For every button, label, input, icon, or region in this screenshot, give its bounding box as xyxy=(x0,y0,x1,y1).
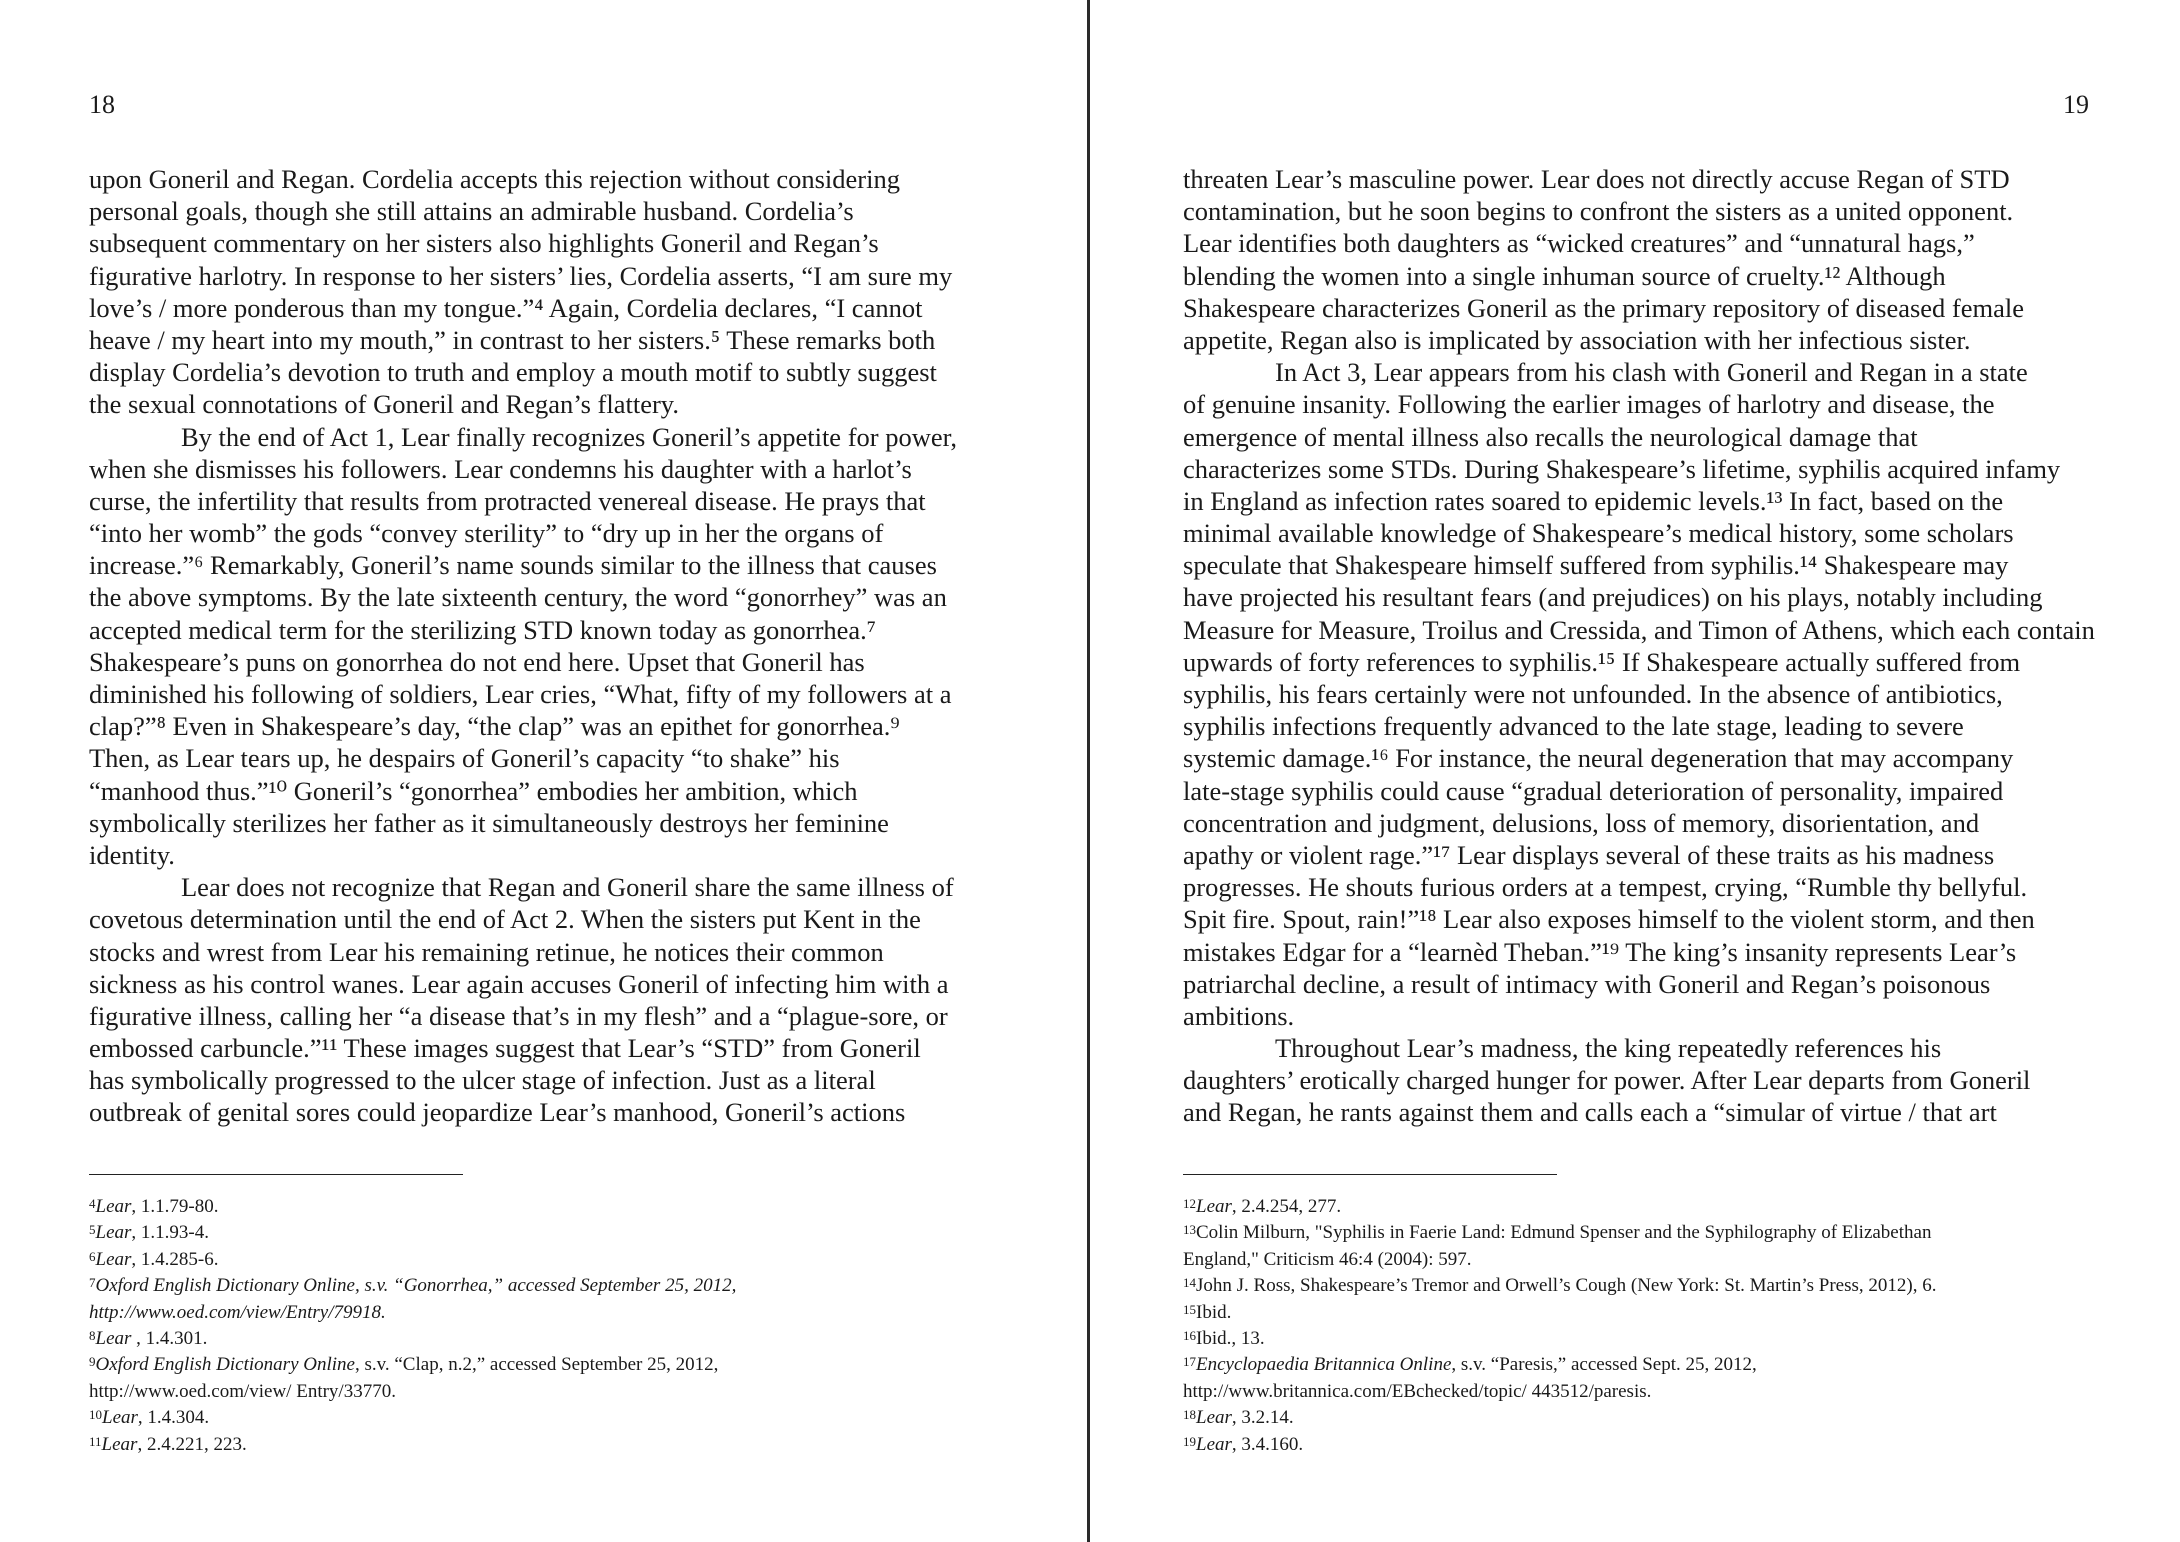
text-line: covetous determination until the end of Act 2. When the sisters put Kent in the xyxy=(89,904,921,935)
footnote-text: , 1.1.93-4. xyxy=(131,1222,209,1244)
text-line: Measure for Measure, Troilus and Cressida, and Timon of Athens, which each contain xyxy=(1183,614,2095,645)
footnote xyxy=(1183,1376,2163,1402)
footnote-text: http://www.oed.com/view/ Entry/33770. xyxy=(89,1380,396,1402)
right-page xyxy=(1090,0,2180,1542)
body-text xyxy=(1183,163,2180,1129)
footnote-italic-text: Lear xyxy=(1196,1196,1232,1217)
text-line: upwards of forty references to syphilis.¹⁵ If Shakespeare actually suffered from xyxy=(1183,646,2021,677)
footnote xyxy=(1183,1297,2163,1323)
footnote-number: 10 xyxy=(89,1407,102,1423)
text-line: increase.”⁶ Remarkably, Goneril’s name sounds similar to the illness that causes xyxy=(89,550,937,581)
text-line: outbreak of genital sores could jeopardize Lear’s manhood, Goneril’s actions xyxy=(89,1097,906,1128)
text-line: emergence of mental illness also recalls the neurological damage that xyxy=(1183,421,1918,452)
footnote-rule xyxy=(89,1174,463,1175)
text-line: personal goals, though she still attains an admirable husband. Cordelia’s xyxy=(89,196,854,227)
text-line: late-stage syphilis could cause “gradual deterioration of personality, impaired xyxy=(1183,775,2004,806)
text-line: clap?”⁸ Even in Shakespeare’s day, “the clap” was an epithet for gonorrhea.⁹ xyxy=(89,711,900,742)
text-line: subsequent commentary on her sisters also highlights Goneril and Regan’s xyxy=(89,228,879,259)
text-line: “into her womb” the gods “convey sterility” to “dry up in her the organs of xyxy=(89,518,884,549)
text-line: display Cordelia’s devotion to truth and employ a mouth motif to subtly suggest xyxy=(89,357,937,388)
footnote xyxy=(1183,1349,2163,1375)
footnote-number: 11 xyxy=(89,1433,102,1449)
text-line: love’s / more ponderous than my tongue.”⁴ Again, Cordelia declares, “I cannot xyxy=(89,292,923,323)
text-line: patriarchal decline, a result of intimacy with Goneril and Regan’s poisonous xyxy=(1183,968,1991,999)
text-line: characterizes some STDs. During Shakespeare’s lifetime, syphilis acquired infamy xyxy=(1183,453,2061,484)
footnote-text: Ibid. xyxy=(1196,1301,1232,1323)
text-line: the above symptoms. By the late sixteenth century, the word “gonorrhey” was an xyxy=(89,582,947,613)
footnote xyxy=(1183,1270,2163,1296)
footnote-number: 4 xyxy=(89,1196,96,1211)
footnote-italic-text: Lear xyxy=(95,1248,132,1270)
text-line: By the end of Act 1, Lear finally recognizes Goneril’s appetite for power, xyxy=(181,421,958,452)
text-line: daughters’ erotically charged hunger for power. After Lear departs from Goneril xyxy=(1183,1065,2031,1096)
footnote xyxy=(89,1402,1069,1428)
footnote-rule xyxy=(1183,1174,1557,1175)
footnote-text: , 3.4.160. xyxy=(1231,1433,1304,1455)
text-line: diminished his following of soldiers, Lear cries, “What, fifty of my followers at a xyxy=(89,679,952,709)
left-page xyxy=(0,0,1087,1542)
footnote-text: , 2.4.254, 277. xyxy=(1231,1196,1342,1217)
text-line: identity. xyxy=(89,839,175,870)
text-line: figurative illness, calling her “a disease that’s in my flesh” and a “plague-sore, or xyxy=(89,1000,948,1031)
footnote xyxy=(1183,1402,2163,1428)
page-number: 18 xyxy=(89,90,115,119)
footnote xyxy=(1183,1191,2163,1217)
footnotes xyxy=(1183,1191,2163,1455)
page-number: 19 xyxy=(2063,90,2089,119)
text-line: have projected his resultant fears (and prejudices) on his plays, notably including xyxy=(1183,582,2043,613)
footnote xyxy=(89,1244,1069,1270)
text-line: contamination, but he soon begins to confront the sisters as a united opponent. xyxy=(1183,196,2014,227)
text-line: Then, as Lear tears up, he despairs of Goneril’s capacity “to shake” his xyxy=(89,743,840,774)
text-line: Spit fire. Spout, rain!”¹⁸ Lear also exposes himself to the violent storm, and then xyxy=(1183,904,2035,935)
footnote-italic-text: Lear xyxy=(1196,1407,1232,1429)
footnote-text: , 1.4.301. xyxy=(131,1327,208,1349)
text-line: progresses. He shouts furious orders at a tempest, crying, “Rumble thy bellyful. xyxy=(1183,872,2028,903)
text-line: symbolically sterilizes her father as it simultaneously destroys her feminine xyxy=(89,807,889,838)
footnote-text: , 1.1.79-80. xyxy=(131,1196,219,1217)
footnote xyxy=(89,1323,1069,1349)
text-line: curse, the infertility that results from protracted venereal disease. He prays that xyxy=(89,485,926,516)
text-line: heave / my heart into my mouth,” in contrast to her sisters.⁵ These remarks both xyxy=(89,324,936,355)
text-line: of genuine insanity. Following the earlier images of harlotry and disease, the xyxy=(1183,389,1995,420)
footnote-number: 16 xyxy=(1183,1327,1196,1343)
footnote-italic-text: Lear xyxy=(95,1222,132,1244)
footnote-text: Ibid., 13. xyxy=(1196,1327,1265,1349)
footnote-italic-text: Oxford English Dictionary Online xyxy=(95,1354,355,1376)
text-line: apathy or violent rage.”¹⁷ Lear displays several of these traits as his madness xyxy=(1183,839,1995,870)
footnote-text: , 1.4.304. xyxy=(137,1407,210,1429)
text-line: sickness as his control wanes. Lear again accuses Goneril of infecting him with a xyxy=(89,968,949,999)
text-line: the sexual connotations of Goneril and Regan’s flattery. xyxy=(89,389,679,420)
footnote-italic-text: Lear xyxy=(1196,1433,1232,1455)
footnote-italic-text: http://www.oed.com/view/Entry/79918. xyxy=(89,1301,386,1323)
footnote-number: 19 xyxy=(1183,1433,1196,1449)
footnote-number: 13 xyxy=(1183,1222,1196,1238)
text-line: embossed carbuncle.”¹¹ These images suggest that Lear’s “STD” from Goneril xyxy=(89,1033,921,1064)
text-line: speculate that Shakespeare himself suffered from syphilis.¹⁴ Shakespeare may xyxy=(1183,550,2009,581)
footnote xyxy=(89,1217,1069,1243)
footnote xyxy=(89,1376,1069,1402)
text-line: minimal available knowledge of Shakespeare’s medical history, some scholars xyxy=(1183,518,2014,549)
text-line: has symbolically progressed to the ulcer stage of infection. Just as a literal xyxy=(89,1065,876,1096)
footnote xyxy=(89,1429,1069,1455)
footnote-text: , s.v. “Clap, n.2,” accessed September 25, 2012, xyxy=(354,1354,719,1376)
footnote-number: 6 xyxy=(89,1248,96,1264)
text-line: systemic damage.¹⁶ For instance, the neural degeneration that may accompany xyxy=(1183,743,2014,774)
text-line: accepted medical term for the sterilizing STD known today as gonorrhea.⁷ xyxy=(89,614,877,645)
footnote-text: , 2.4.221, 223. xyxy=(137,1433,247,1455)
text-line: blending the women into a single inhuman source of cruelty.¹² Although xyxy=(1183,260,1946,291)
footnote-number: 8 xyxy=(89,1327,96,1343)
footnote-number: 5 xyxy=(89,1222,96,1238)
text-line: Shakespeare’s puns on gonorrhea do not end here. Upset that Goneril has xyxy=(89,646,865,677)
footnote-text: England," Criticism 46:4 (2004): 597. xyxy=(1183,1248,1472,1270)
footnote-number: 12 xyxy=(1183,1196,1196,1211)
footnote xyxy=(89,1270,1069,1296)
footnote-text: , 1.4.285-6. xyxy=(131,1248,219,1270)
footnote-italic-text: Lear xyxy=(95,1196,132,1217)
text-line: syphilis infections frequently advanced to the late stage, leading to severe xyxy=(1183,711,1964,742)
footnote-number: 15 xyxy=(1183,1301,1196,1317)
footnote-number: 14 xyxy=(1183,1275,1196,1291)
text-line: figurative harlotry. In response to her sisters’ lies, Cordelia asserts, “I am sure my xyxy=(89,260,953,291)
text-line: Shakespeare characterizes Goneril as the primary repository of diseased female xyxy=(1183,292,2024,323)
footnote xyxy=(89,1297,1069,1323)
footnote xyxy=(1183,1244,2163,1270)
footnote xyxy=(1183,1429,2163,1455)
footnote-text: John J. Ross, Shakespeare’s Tremor and Orwell’s Cough (New York: St. Martin’s Press, 2012), 6. xyxy=(1196,1275,1937,1297)
text-line: threaten Lear’s masculine power. Lear does not directly accuse Regan of STD xyxy=(1183,164,2010,194)
text-line: Lear does not recognize that Regan and Goneril share the same illness of xyxy=(181,872,954,903)
footnote-italic-text: Lear xyxy=(101,1433,138,1455)
text-line: Lear identifies both daughters as “wicked creatures” and “unnatural hags,” xyxy=(1183,228,1975,259)
text-line: appetite, Regan also is implicated by association with her infectious sister. xyxy=(1183,324,1971,355)
text-line: ambitions. xyxy=(1183,1000,1295,1031)
footnote xyxy=(1183,1217,2163,1243)
footnotes xyxy=(89,1191,1069,1455)
footnote-text: http://www.britannica.com/EBchecked/topic/ 443512/paresis. xyxy=(1183,1380,1652,1402)
footnote-number: 7 xyxy=(89,1275,96,1291)
body-text xyxy=(89,163,1089,1129)
footnote-text: , 3.2.14. xyxy=(1231,1407,1294,1429)
footnote xyxy=(89,1191,1069,1217)
footnote-italic-text: Lear xyxy=(95,1327,132,1349)
footnote-number: 17 xyxy=(1183,1354,1196,1370)
footnote-italic-text: Encyclopaedia Britannica Online xyxy=(1196,1354,1452,1376)
text-line: when she dismisses his followers. Lear condemns his daughter with a harlot’s xyxy=(89,453,912,484)
footnote-italic-text: Lear xyxy=(102,1407,138,1429)
text-line: “manhood thus.”¹⁰ Goneril’s “gonorrhea” embodies her ambition, which xyxy=(89,775,858,806)
text-line: concentration and judgment, delusions, loss of memory, disorientation, and xyxy=(1183,807,1980,838)
footnote xyxy=(1183,1323,2163,1349)
footnote-italic-text: Oxford English Dictionary Online, s.v. “Gonorrhea,” accessed September 25, 2012, xyxy=(95,1275,737,1297)
text-line: and Regan, he rants against them and calls each a “simular of virtue / that art xyxy=(1183,1097,1997,1128)
footnote-text: Colin Milburn, "Syphilis in Faerie Land: Edmund Spenser and the Syphilography of Elizabethan xyxy=(1196,1222,1932,1244)
footnote-number: 18 xyxy=(1183,1407,1196,1423)
text-line: in England as infection rates soared to epidemic levels.¹³ In fact, based on the xyxy=(1183,485,2004,516)
footnote-number: 9 xyxy=(89,1354,96,1370)
text-line: mistakes Edgar for a “learnèd Theban.”¹⁹ The king’s insanity represents Lear’s xyxy=(1183,936,2017,967)
text-line: Throughout Lear’s madness, the king repeatedly references his xyxy=(1275,1033,1942,1064)
text-line: stocks and wrest from Lear his remaining retinue, he notices their common xyxy=(89,936,884,967)
text-line: upon Goneril and Regan. Cordelia accepts this rejection without considering xyxy=(89,164,900,194)
text-line: In Act 3, Lear appears from his clash with Goneril and Regan in a state xyxy=(1275,357,2028,388)
footnote xyxy=(89,1349,1069,1375)
footnote-text: , s.v. “Paresis,” accessed Sept. 25, 2012, xyxy=(1451,1354,1757,1376)
text-line: syphilis, his fears certainly were not unfounded. In the absence of antibiotics, xyxy=(1183,679,2003,709)
